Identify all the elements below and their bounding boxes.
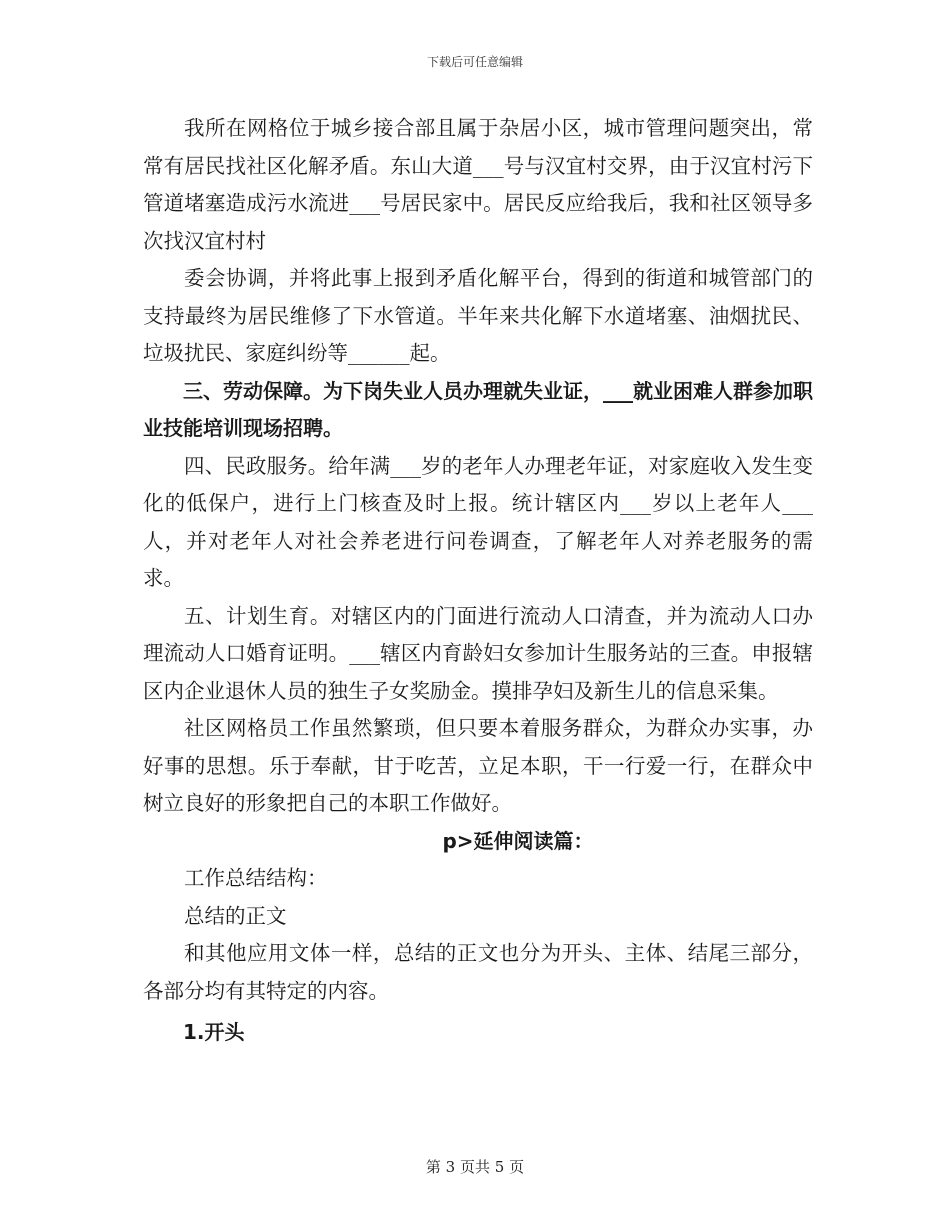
section-civil-affairs: 四、民政服务。给年满___岁的老年人办理老年证，对家庭收入发生变化的低保户，进行上门核查及时上报。统计辖区内___岁以上老年人___人，并对老年人对社会养老进行问卷调查，了解老年人对养老服务的需求。 bbox=[143, 453, 813, 590]
section-family-planning: 五、计划生育。对辖区内的门面进行流动人口清查，并为流动人口办理流动人口婚育证明。___辖区内育龄妇女参加计生服务站的三查。申报辖区内企业退休人员的独生子女奖励金。摸排孕妇及新生儿的信息采集。 bbox=[143, 603, 813, 703]
summary-body-paragraph: 和其他应用文体一样，总结的正文也分为开头、主体、结尾三部分，各部分均有其特定的内容。 bbox=[143, 941, 813, 1003]
paragraph-grid-issues: 我所在网格位于城乡接合部且属于杂居小区，城市管理问题突出，常常有居民找社区化解矛盾。东山大道___号与汉宜村交界，由于汉宜村污下管道堵塞造成污水流进___号居民家中。居民反应给我后，我和社区领导多次找汉宜村村 bbox=[143, 116, 813, 253]
opening-heading: 1.开头 bbox=[183, 1020, 245, 1044]
paragraph-coordination: 委会协调，并将此事上报到矛盾化解平台，得到的街道和城管部门的支持最终为居民维修了下水管道。半年来共化解下水道堵塞、油烟扰民、垃圾扰民、家庭纠纷等______起。 bbox=[143, 266, 813, 365]
section-labor-security: 三、劳动保障。为下岗失业人员办理就失业证，___就业困难人群参加职业技能培训现场招聘。 bbox=[143, 378, 813, 440]
page-number: 第 3 页共 5 页 bbox=[425, 1158, 525, 1176]
document-body bbox=[143, 110, 813, 1052]
paragraph-conclusion: 社区网格员工作虽然繁琐，但只要本着服务群众，为群众办实事，办好事的思想。乐于奉献，甘于吃苦，立足本职，干一行爱一行，在群众中树立良好的形象把自己的本职工作做好。 bbox=[143, 716, 813, 815]
summary-structure-label: 工作总结结构： bbox=[184, 866, 328, 890]
summary-body-label: 总结的正文 bbox=[184, 903, 287, 928]
extended-reading-heading: p>延伸阅读篇： bbox=[442, 828, 594, 853]
header-note: 下载后可任意编辑 bbox=[426, 55, 523, 69]
